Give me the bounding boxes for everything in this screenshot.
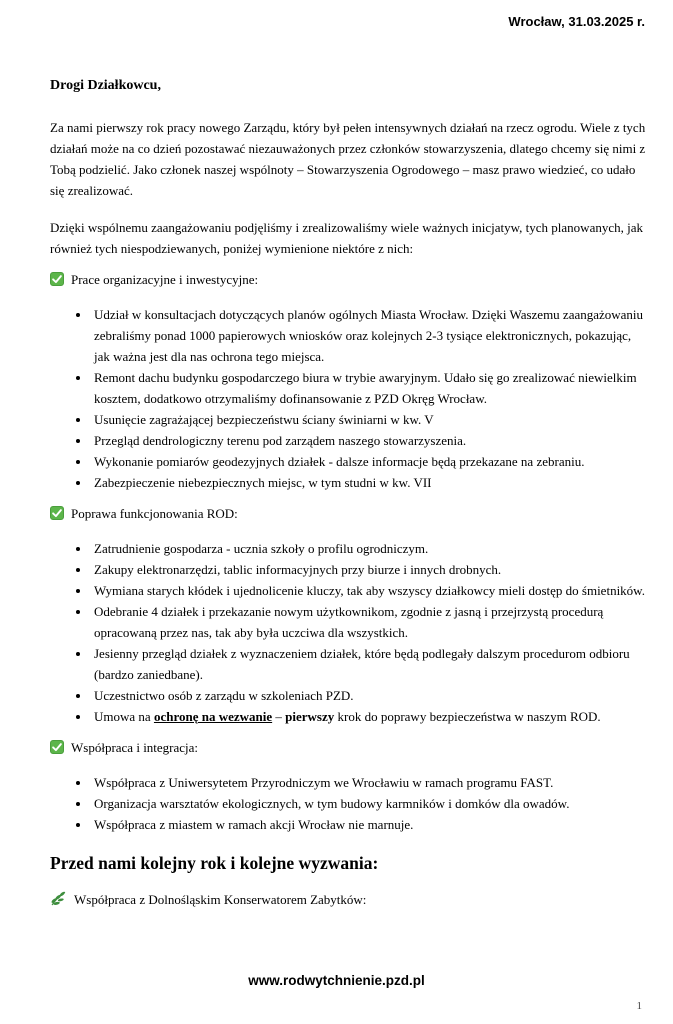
- section-title-text: Poprawa funkcjonowania ROD:: [71, 506, 238, 521]
- bullet-list: [50, 304, 649, 493]
- footer-website-url: www.rodwytchnienie.pzd.pl: [248, 973, 425, 988]
- date-line: Wrocław, 31.03.2025 r.: [508, 14, 645, 29]
- bullet-item: • Remont dachu budynku gospodarczego biura w trybie awaryjnym. Udało się go zrealizować niewielkim kosztem, dodatkowo otrzymaliśmy dofinansowanie z PZD Okręg Wrocław.: [91, 367, 649, 409]
- bullet-item: • Wymiana starych kłódek i ujednolicenie kluczy, tak aby wszyscy działkowcy mieli dostęp do śmietników.: [91, 580, 649, 601]
- intro-paragraph: Dzięki wspólnemu zaangażowaniu podjęliśmy i zrealizowaliśmy wiele ważnych inicjatyw, tych planowanych, jak również tych niespodziewanych, poniżej wymienione niektóre z nich:: [50, 220, 643, 256]
- bullet-item: • Współpraca z Uniwersytetem Przyrodniczym we Wrocławiu w ramach programu FAST.: [91, 772, 649, 793]
- bullet-item: • Zakupy elektronarzędzi, tablic informacyjnych przy biurze i innych drobnych.: [91, 559, 649, 580]
- upcoming-heading: Przed nami kolejny rok i kolejne wyzwania:: [50, 853, 379, 873]
- check-icon: [50, 739, 64, 760]
- bullet-item: • Zatrudnienie gospodarza - ucznia szkoły o profilu ogrodniczym.: [91, 538, 649, 559]
- bullet-item: • Jesienny przegląd działek z wyznaczeniem działek, które będą podlegały dalszym procedurom odbioru (bardzo zaniedbane).: [91, 643, 649, 685]
- bullet-text-segment: pierwszy: [285, 709, 335, 724]
- bullet-list: [50, 538, 649, 727]
- intro-paragraph: Za nami pierwszy rok pracy nowego Zarządu, który był pełen intensywnych działań na rzecz ogrodu. Wiele z tych działań może na co dzień pozostawać niezauważonych przez członków stowarzyszenia, dlatego chcemy się nimi z Tobą podzielić. Jako członek naszej wspólnoty – Stowarzyszenia Ogrodowego – masz prawo wiedzieć, co udało się zrealizować.: [50, 120, 646, 198]
- section-title-text: Współpraca z Dolnośląskim Konserwatorem Zabytków:: [74, 892, 367, 907]
- bullet-item: • Odebranie 4 działek i przekazanie nowym użytkownikom, zgodnie z jasną i przejrzystą procedurą opracowaną przez nas, tak aby była uczciwa dla wszystkich.: [91, 601, 649, 643]
- check-icon: [50, 505, 64, 526]
- bullet-item: • Uczestnictwo osób z zarządu w szkoleniach PZD.: [91, 685, 649, 706]
- section: [50, 889, 649, 912]
- herb-icon: [50, 891, 67, 912]
- sections-container: [50, 269, 649, 835]
- bullet-item: • Usunięcie zagrażającej bezpieczeństwu ściany świniarni w kw. V: [91, 409, 649, 430]
- bullet-text-segment: Umowa na: [94, 709, 154, 724]
- check-icon: [50, 271, 64, 292]
- section-title-text: Prace organizacyjne i inwestycyjne:: [71, 272, 259, 287]
- bullet-item: [91, 706, 649, 727]
- greeting: Drogi Działkowcu,: [50, 78, 161, 93]
- section: [50, 503, 649, 727]
- bullet-text-segment: krok do poprawy bezpieczeństwa w naszym ROD.: [334, 709, 601, 724]
- bullet-text-segment: ochronę na wezwanie: [153, 709, 273, 724]
- bullet-list: [50, 772, 649, 835]
- bullet-item: • Udział w konsultacjach dotyczących planów ogólnych Miasta Wrocław. Dzięki Waszemu zaangażowaniu zebraliśmy ponad 1000 papierowych wniosków oraz kolejnych 2-3 tysiące elektronicznych, pokazując, jak ważna jest dla nas ochrona tego miejsca.: [91, 304, 649, 367]
- bullet-item: • Zabezpieczenie niebezpiecznych miejsc, w tym studni w kw. VII: [91, 472, 649, 493]
- bullet-item: • Przegląd dendrologiczny terenu pod zarządem naszego stowarzyszenia.: [91, 430, 649, 451]
- section-title-text: Współpraca i integracja:: [71, 740, 199, 755]
- page-number: 1: [636, 1000, 642, 1012]
- bullet-item: • Współpraca z miastem w ramach akcji Wrocław nie marnuje.: [91, 814, 649, 835]
- section-title: [50, 737, 649, 760]
- bullet-item: • Organizacja warsztatów ekologicznych, w tym budowy karmników i domków dla owadów.: [91, 793, 649, 814]
- section: [50, 269, 649, 493]
- section: [50, 737, 649, 835]
- section-title: [50, 889, 649, 912]
- upcoming-sections-container: [50, 889, 649, 912]
- section-title: [50, 269, 649, 292]
- bullet-text-segment: –: [272, 709, 286, 724]
- section-title: [50, 503, 649, 526]
- bullet-item: • Wykonanie pomiarów geodezyjnych działek - dalsze informacje będą przekazane na zebraniu.: [91, 451, 649, 472]
